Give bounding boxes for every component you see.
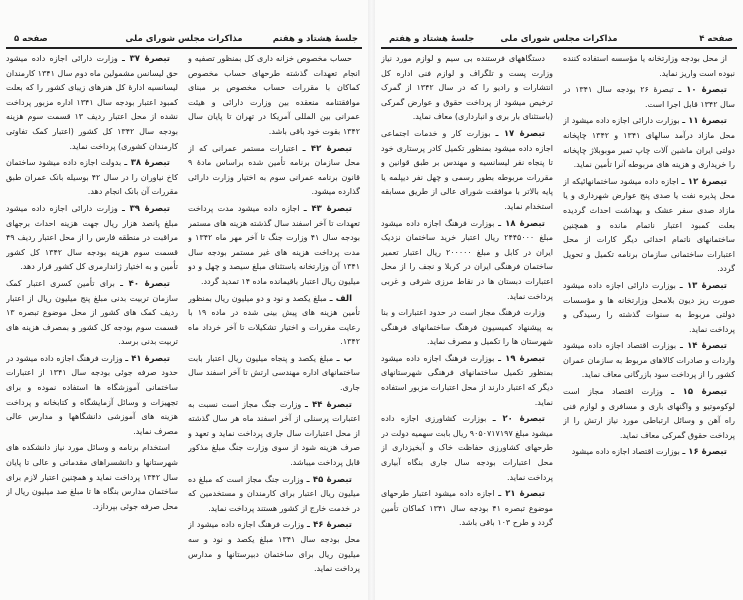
clause-paragraph (381, 52, 553, 125)
clause-text: تبصرهٔ ۲۶ بودجه سال ۱۳۴۱ در سال ۱۳۴۲ قابل اجرا است. (563, 85, 735, 109)
clause-text: بوزارت کار و خدمات اجتماعی اجازه داده میشود بمنظور تکمیل کادر پرستاری خود تا پنجاه نفر لیسانسیه و مهندس بر طبق قوانین و مقررات مربوطه بطور رسمی و چهل نفر دیپلمه یا پایه بالاتر با موافقت شورای عالی از طریق مسابقه استخدام نماید. (381, 128, 553, 211)
clause-label: تبصرهٔ ۴۳ ـ (303, 203, 352, 214)
page-header (381, 33, 737, 49)
left-page (0, 0, 368, 600)
clause-paragraph (563, 339, 735, 383)
clause-paragraph (188, 52, 360, 140)
clause-label: تبصرهٔ ۴۵ ـ (306, 474, 353, 485)
clause-label: تبصرهٔ ۱۵ ـ (671, 387, 727, 398)
clause-text: وزارت اقتصاد مجاز است لوکوموتیو و واگنهای باری و مسافری و لوازم فنی راه آهن و وسائل ارتباطی مورد نیاز ارتش را از پرداخت حقوق گمرکی معاف نماید. (563, 387, 735, 440)
clause-paragraph (188, 398, 360, 471)
clause-paragraph (188, 292, 360, 350)
clause-label: تبصرهٔ ۱۹ ـ (498, 353, 545, 364)
clause-text: بدولت اجازه داده میشود ساختمان کاخ نیاوران را در سال ۴۲ بوسیله بانک عمران طبق مقررات آن بانک انجام دهد. (6, 158, 178, 197)
clause-paragraph (6, 202, 178, 275)
clause-text: بوزارت اقتصاد اجازه داده میشود (571, 447, 680, 457)
clause-text: بوزارت دارائی اجازه داده میشود از محل مازاد درآمد سالهای ۱۳۴۱ و ۱۳۴۲ چاپخانه دولتی ایران ماشین آلات چاپ تمیر موبوبلاژ چاپخانه را خریداری و هزینه های مربوطه آنرا تأمین نماید. (563, 116, 735, 170)
page-header (6, 33, 362, 49)
clause-paragraph (563, 175, 735, 277)
clause-label: تبصرهٔ ۱۳ ـ (679, 280, 727, 291)
clause-paragraph (188, 518, 360, 576)
page-gutter (368, 0, 375, 600)
publication-title: مذاکرات مجلس شورای ملی (125, 34, 243, 44)
clause-text: وزارت دارائی اجازه داده میشود مبلغ پانصد هزار ریال جهت هزینه احداث برجهای مراقبت در منطقه فارس را از محل اعتبار ردیف ۴۹ قسمت سوم هزینه بودجه سال ۱۳۴۲ کل کشور تأمین و به اختیار ژاندارمری کل کشور قرار دهد. (6, 203, 178, 272)
clause-label: تبصرهٔ ۳۹ ـ (122, 203, 170, 214)
clause-label: تبصرهٔ ۱۴ ـ (679, 341, 728, 352)
clause-text: بوزارت کشاورزی اجازه داده میشود مبلغ ۹۰۵۰۷۱۷۱۹۷ ریال بابت سهمیه دولت در طرحهای کشاورزی حفاظت خاک و آبخیزداری از محل اعتبارات بودجه سال جاری بنگاه آبیاری پرداخت نماید. (381, 414, 553, 482)
clause-paragraph (563, 279, 735, 337)
clause-paragraph (381, 217, 553, 305)
clause-label: تبصرهٔ ۱۱ ـ (682, 116, 728, 127)
clause-paragraph (188, 473, 360, 517)
clause-label: تبصرهٔ ۳۸ ـ (124, 158, 170, 169)
clause-label: تبصرهٔ ۴۰ ـ (120, 278, 171, 289)
clause-paragraph (188, 352, 360, 396)
clause-label: تبصرهٔ ۱۶ ـ (682, 447, 727, 458)
clause-text: مبلغ یکصد و نود و دو میلیون ریال بمنظور تأمین هزینه های پیش بینی شده در ماده ۱۹ با رعایت مقررات و اختیار تشکیلات تا آخر خرداد ماه ۱۳۴۲. (188, 293, 360, 347)
page-number: صفحه ۴ (699, 34, 733, 44)
clause-paragraph (6, 277, 178, 350)
clause-label: تبصرهٔ ۴۱ ـ (125, 353, 170, 364)
clause-text: وزارت فرهنگ اجازه داده میشود در حدود صرفه جوئی بودجه سال ۱۳۴۱ از اعتبارات ساختمانی آموزشگاه ها استفاده نموده و برای تجهیزات و وسائل آزمایشگاه و کتابخانه و پرداخت هزینه های آموزشی دانشگاهها و مدارس عالی مصرف نماید. (6, 353, 178, 436)
text-column (563, 52, 735, 597)
clause-text: اجازه داده میشود مدت پرداخت تعهدات تا آخر اسفند سال گذشته هزینه های مستمر بودجه سال ۴۱ وزارت جنگ تا آخر مهر ماه ۱۳۴۲ و مدت پرداخت هزینه های غیر مستمر بودجه سال ۱۳۴۱ آن وزارتخانه باستثنای مبلغ سیصد و چهل و دو میلیون ریال اعتبار باقیمانده ماده ۱۴ تمدید گردد. (188, 203, 360, 286)
text-column (381, 52, 553, 597)
clause-paragraph (563, 445, 735, 460)
clause-paragraph (188, 202, 360, 290)
session-title: جلسهٔ هشتاد و هفتم (272, 34, 358, 44)
clause-label: تبصرهٔ ۴۴ ـ (305, 399, 352, 410)
clause-text: وزارت فرهنگ اجازه داده میشود از محل بودجه سال ۱۳۴۱ مبلغ یکصد و نود و سه میلیون ریال برای ساختمان دبیرستانها و مدارس پرداخت نماید. (188, 520, 360, 574)
clause-paragraph (188, 142, 360, 200)
clause-label: تبصرهٔ ۲۰ ـ (492, 414, 545, 425)
clause-text: بوزارت اقتصاد اجازه داده میشود واردات و صادرات کالاهای مربوط به سازمان عمران کشور را از پرداخت سود بازرگانی معاف نماید. (563, 341, 735, 380)
clause-text: استخدام برنامه و وسائل مورد نیاز دانشکده های شهرستانها و دانشسراهای مقدماتی و عالی تا پایان سال ۱۳۴۲ پرداخت نماید و همچنین اعتبار لازم برای ساختمان مدارس بنگاه ها تا مبلغ صد میلیون ریال از محل صرفه جوئی بپردازد. (6, 443, 178, 511)
clause-paragraph (381, 412, 553, 485)
clause-paragraph (381, 352, 553, 410)
publication-title: مذاکرات مجلس شورای ملی (500, 34, 618, 44)
clause-text: بوزارت فرهنگ اجازه داده میشود مبلغ ۲۴۴۵۰۰۰ ریال اعتبار خرید ساختمان نزدیک ایران در کابل و مبلغ ۲۰۰۰۰۰ ریال اعتبار تعمیر ساختمان فرهنگی ایران در کربلا و نجف را از محل اعتبارات دبستان ها در نقاط مرزی شرقی و غربی پرداخت نماید. (381, 218, 553, 301)
clause-paragraph (563, 385, 735, 443)
clause-label: تبصرهٔ ۱۲ ـ (681, 176, 727, 187)
clause-text: بوزارت فرهنگ اجازه داده میشود بمنظور تکمیل ساختمانهای فرهنگی شهرستانهای دیگر که اعتبار دارند از محل اعتبارات مزبور استفاده نماید. (381, 353, 553, 407)
clause-text: دستگاههای فرستنده بی سیم و لوازم مورد نیاز وزارت پست و تلگراف و لوازم فنی اداره کل انتشارات و رادیو را که در سال ۱۳۴۲ از گمرک ترخیص میشود از پرداخت حقوق و عوارض گمرکی (باستثنای بار بری و انبارداری) معاف نماید. (381, 54, 553, 122)
clause-paragraph (563, 52, 735, 81)
clause-paragraph (563, 114, 735, 172)
clause-text: اجازه داده میشود ساختمانهائیکه از محل پذیره نفت یا صدی پنج عوارض شهرداری و یا مازاد صدی سفر عشک و بهداشت احداث گردیده بعلت کمبود اعتبار ناتمام مانده و همچنین ساختمانهای ناتمام احداثی دیگر کارات از محل اعتبارات ساختمانی سازمان برنامه تکمیل و تحویل گردد. (563, 176, 735, 274)
text-column (188, 52, 360, 597)
clause-text: اعتبارات مستمر عمرانی که از محل سازمان برنامه تأمین شده براساس مادهٔ ۹ قانون برنامه عمرانی سوم به اختیار وزارت دارائی گذارده میشود. (188, 143, 360, 197)
clause-paragraph (6, 441, 178, 514)
page-number: صفحه ۵ (14, 34, 48, 44)
clause-label: ب ـ (336, 353, 352, 364)
clause-text: وزارت جنگ مجاز است که مبلغ ده میلیون ریال اعتبار برای کارمندان و مستخدمین که در خدمت خارج از کشور هستند پرداخت نماید. (188, 474, 360, 513)
clause-label: تبصرهٔ ۳۷ ـ (122, 54, 170, 64)
clause-label: تبصرهٔ ۱۷ ـ (495, 128, 545, 139)
clause-paragraph (381, 487, 553, 531)
clause-label: تبصرهٔ ۴۲ ـ (302, 143, 352, 154)
clause-text: وزارت دارائی اجازه داده میشود حق لیسانس مشمولین ماه دوم سال ۱۳۴۱ کارمندان لیسانسیه ادارهٔ کل هنرهای زیبای کشور را که بعلت کمبود اعتبار بودجه سال ۱۳۴۱ اداره مزبور پرداخت نشده از محل اعتبار ردیف ۱۳ قسمت سوم هزینه بودجه سال ۱۳۴۲ کل کشور (اعتبار کمک تفاوتی کارمندان کشوری) پرداخت نماید. (6, 54, 178, 151)
clause-label: تبصرهٔ ۲۱ ـ (498, 489, 546, 500)
clause-text: مبلغ یکصد و پنجاه میلیون ریال اعتبار بابت ساختمانهای اداره مهندسی ارتش تا آخر اسفند سال جاری. (188, 353, 360, 393)
clause-paragraph (6, 352, 178, 440)
session-title: جلسهٔ هشتاد و هفتم (389, 34, 475, 44)
clause-text: حساب مخصوص خزانه داری کل بمنظور تصفیه و انجام تعهدات گذشته طرحهای حساب مخصوص کماکان با مقررات حساب مخصوص بر مبنای موافقتنامه منعقده بین وزارت دارائی و هیئت عمرانی بین المللی آمریکا در تهران تا پایان سال ۱۳۴۲ بقوت خود باقی باشد. (188, 54, 360, 136)
clause-label: تبصرهٔ ۱۰ ـ (678, 85, 727, 96)
clause-paragraph (6, 52, 178, 154)
clause-paragraph (381, 306, 553, 350)
clause-label: تبصرهٔ ۱۸ ـ (498, 218, 545, 229)
text-column (6, 52, 178, 597)
clause-text: وزارت فرهنگ مجاز است در حدود اعتبارات و بنا به پیشنهاد کمیسیون فرهنگ ساختمانهای فرهنگی شهرستان ها را تکمیل و مصرف نماید. (381, 308, 553, 347)
clause-label: الف ـ (329, 293, 352, 304)
clause-text: برای تأمین کسری اعتبار کمک سازمان تربیت بدنی مبلغ پنج میلیون ریال از اعتبار ردیف کمک های کشور از محل موضوع تبصره ۱۳ قسمت سوم بودجه کل کشور و بمصرف هزینه های تربیت بدنی برسد. (6, 278, 178, 347)
clause-paragraph (381, 127, 553, 215)
right-page (375, 0, 743, 600)
clause-paragraph (563, 83, 735, 112)
clause-paragraph (6, 156, 178, 200)
clause-label: تبصرهٔ ۴۶ ـ (306, 520, 353, 531)
clause-text: اجازه داده میشود اعتبار طرحهای موضوع تبصره ۴۱ بودجه سال ۱۳۴۱ کماکان تأمین گردد و طرح ۱۰۳ باقی باشد. (381, 489, 553, 528)
clause-text: وزارت جنگ مجاز است نسبت به اعتبارات پرسنلی از آخر اسفند ماه هر سال گذشته از محل اعتبارات سال جاری پرداخت نماید و تعهد و صرف هزینه شود از سوی وزارت جنگ مبلغ مذکور قابل پرداخت میباشد. (188, 399, 360, 468)
clause-text: بوزارت دارائی اجازه داده میشود صورت ریز دیون بلامحل وزارتخانه ها و مؤسسات دولتی مربوط به سنوات گذشته را رسیدگی و پرداخت نماید. (563, 280, 735, 334)
clause-text: از محل بودجه وزارتخانه یا مؤسسه استفاده کننده نبوده است واریز نماید. (563, 54, 735, 78)
